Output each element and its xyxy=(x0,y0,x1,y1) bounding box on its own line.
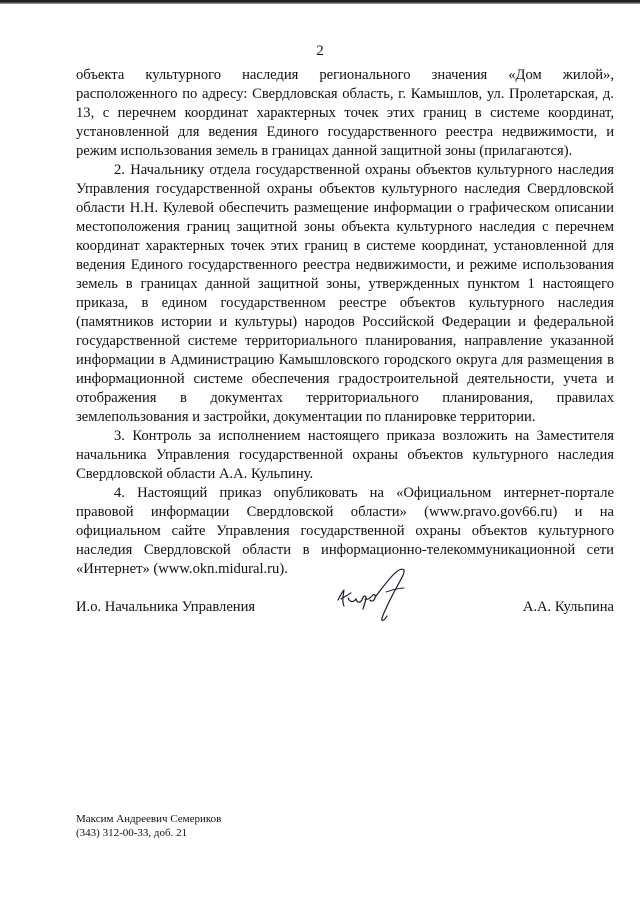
paragraph-item-4: 4. Настоящий приказ опубликовать на «Официальном интернет-портале правовой информации Свердловской области» (www.pravo.gov66.ru) и на официальном сайте Управления государственной охраны объектов культурного наследия Свердловской области в информационно-телекоммуникационной сети «Интернет» (www.okn.midural.ru). xyxy=(76,485,614,577)
signatory-position: И.о. Начальника Управления xyxy=(76,599,256,615)
executor-info xyxy=(76,812,221,840)
executor-phone: (343) 312-00-33, доб. 21 xyxy=(76,827,188,839)
signatory-name: А.А. Кульпина xyxy=(522,599,614,615)
paragraph-continuation: объекта культурного наследия регионального значения «Дом жилой», расположенного по адресу: Свердловская область, г. Камышлов, ул. Пролетарская, д. 13, с перечнем координат характерных точек этих границ в системе координат, установленной для ведения Единого государственного реестра недвижимости, и режим использования земель в границах данной защитной зоны (прилагаются). xyxy=(76,67,614,159)
paragraph-item-2: 2. Начальнику отдела государственной охраны объектов культурного наследия Управления государственной охраны объектов культурного наследия Свердловской области Н.Н. Кулевой обеспечить размещение информации о графическом описании местоположения границ защитной зоны объекта культурного наследия с перечнем координат характерных точек этих границ в системе координат, установленной для ведения Единого государственного реестра недвижимости, и режиме использования земель в границах данной защитной зоны, утвержденных пунктом 1 настоящего приказа, в едином государственном реестре объектов культурного наследия (памятников истории и культуры) народов Российской Федерации и федеральной государственной системе территориального планирования, направление указанной информации в Администрацию Камышловского городского округа для размещения в информационной системе обеспечения градостроительной деятельности, учета и отображения в документах территориального планирования, правилах землепользования и застройки, документации по планировке территории. xyxy=(76,162,614,425)
scan-top-edge xyxy=(0,0,640,4)
page-number: 2 xyxy=(316,43,324,59)
handwritten-signature xyxy=(332,566,422,626)
paragraph-item-3: 3. Контроль за исполнением настоящего приказа возложить на Заместителя начальника Управления государственной охраны объектов культурного наследия Свердловской области А.А. Кульпину. xyxy=(76,428,614,482)
document-body xyxy=(76,66,614,579)
executor-name: Максим Андреевич Семериков xyxy=(76,813,222,825)
